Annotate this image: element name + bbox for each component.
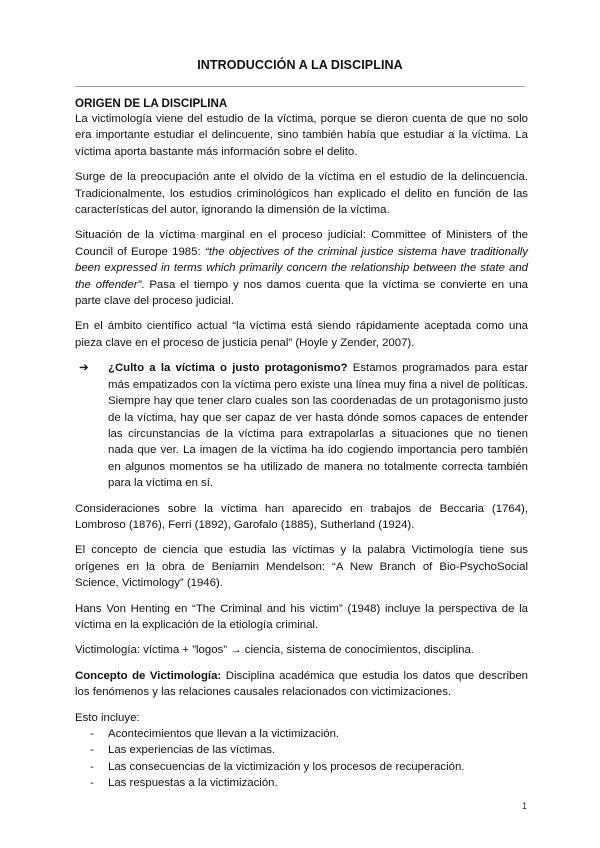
concept-label: Concepto de Victimología: <box>75 669 222 682</box>
paragraph-judicial-quote: “the objectives of the criminal justice sistema have traditionally been expressed in terms which primarily concern the relationship between the state and the offender” <box>75 245 528 291</box>
paragraph-etymology: Victimología: víctima + ”logos” → ciencia, sistema de conocimientos, disciplina. <box>75 644 474 657</box>
list-intro: Esto incluye: <box>75 711 140 724</box>
paragraph-concern: Surge de la preocupación ante el olvido de la víctima en el estudio de la delincuencia. Tradicionalmente, los estudios criminológicos han explicado el delito en función de las características del autor, ignorando la dimensión de la víctima. <box>75 171 528 217</box>
dash-bullet-icon: - <box>90 760 94 773</box>
list-item-text: Acontecimientos que llevan a la victimización. <box>108 728 340 740</box>
paragraph-judicial <box>75 227 528 309</box>
dash-bullet-icon: - <box>90 744 94 757</box>
paragraph-mendelson: El concepto de ciencia que estudia las víctimas y la palabra Victimología tiene sus orígenes en la obra de Beniamin Mendelson: “A New Branch of Bio-PsychoSocial Science, Victimology” (1946). <box>75 544 528 590</box>
dash-bullet-icon: - <box>90 728 94 740</box>
section-heading: ORIGEN DE LA DISCIPLINA <box>75 97 228 110</box>
list-item-text: Las experiencias de las víctimas. <box>108 744 276 757</box>
list-item <box>75 759 528 775</box>
list-item <box>75 726 528 742</box>
list-item-text: Las respuestas a la victimización. <box>108 777 278 790</box>
title-divider <box>75 86 525 87</box>
paragraph-judicial-end: . Pasa el tiempo y nos damos cuenta que la víctima se convierte en una parte clave del proceso judicial. <box>75 278 528 308</box>
dash-bullet-icon: - <box>90 777 94 790</box>
page-title: INTRODUCCIÓN A LA DISCIPLINA <box>197 58 403 72</box>
paragraph-concept <box>75 668 528 701</box>
list-item <box>75 742 528 758</box>
paragraph-scientific: En el ámbito científico actual “la víctima está siendo rápidamente aceptada como una pieza clave en el proceso de justicia penal” (Hoyle y Zender, 2007). <box>75 320 528 349</box>
paragraph-henting: Hans Von Henting en “The Criminal and his victim” (1948) incluye la perspectiva de la víctima en la explicación de la etiología criminal. <box>75 602 528 631</box>
concept-definition: Disciplina académica que estudia los datos que describen los fenómenos y las relaciones causales relacionados con victimizaciones. <box>75 669 529 699</box>
bullet-text <box>108 360 528 491</box>
list-item-text: Las consecuencias de la victimización y los procesos de recuperación. <box>108 760 465 773</box>
list-item <box>75 775 528 791</box>
bullet-body: Estamos programados para estar más empatizados con la víctima pero existe una línea muy fina a nivel de políticas. Siempre hay que tener claro cuales son las coordenadas de un protagonismo justo de la víctima, hay que ser capaz de ver hasta dónde somos capaces de entender las circunstancias de la víctima para extrapolarlas a situaciones que no tienen nada que ver. La imagen de la víctima ha ido cogiendo importancia pero también en algunos momentos se ha utilizado de manera no totalmente correcta también para la víctima en sí. <box>108 362 528 490</box>
paragraph-considerations: Consideraciones sobre la víctima han aparecido en trabajos de Beccaria (1764), Lombroso (1876), Ferri (1892), Garofalo (1885), Sutherland (1924). <box>75 502 528 531</box>
page-number: 1 <box>521 801 527 811</box>
document-body <box>75 96 528 792</box>
paragraph-judicial-start: Situación de la víctima marginal en el proceso judicial: Committee of Ministers of the Council of Europe 1985: <box>75 229 528 258</box>
bullet-item <box>75 360 528 491</box>
bullet-bold-question: ¿Culto a la víctima o justo protagonismo? <box>108 362 348 375</box>
includes-list <box>75 726 528 792</box>
arrow-bullet-icon: ➔ <box>79 362 89 375</box>
paragraph-origin: La victimología viene del estudio de la víctima, porque se dieron cuenta de que no solo era importante estudiar el delincuente, sino también había que estudiar a la víctima. La víctima aporta bastante más información sobre el delito. <box>75 113 528 158</box>
